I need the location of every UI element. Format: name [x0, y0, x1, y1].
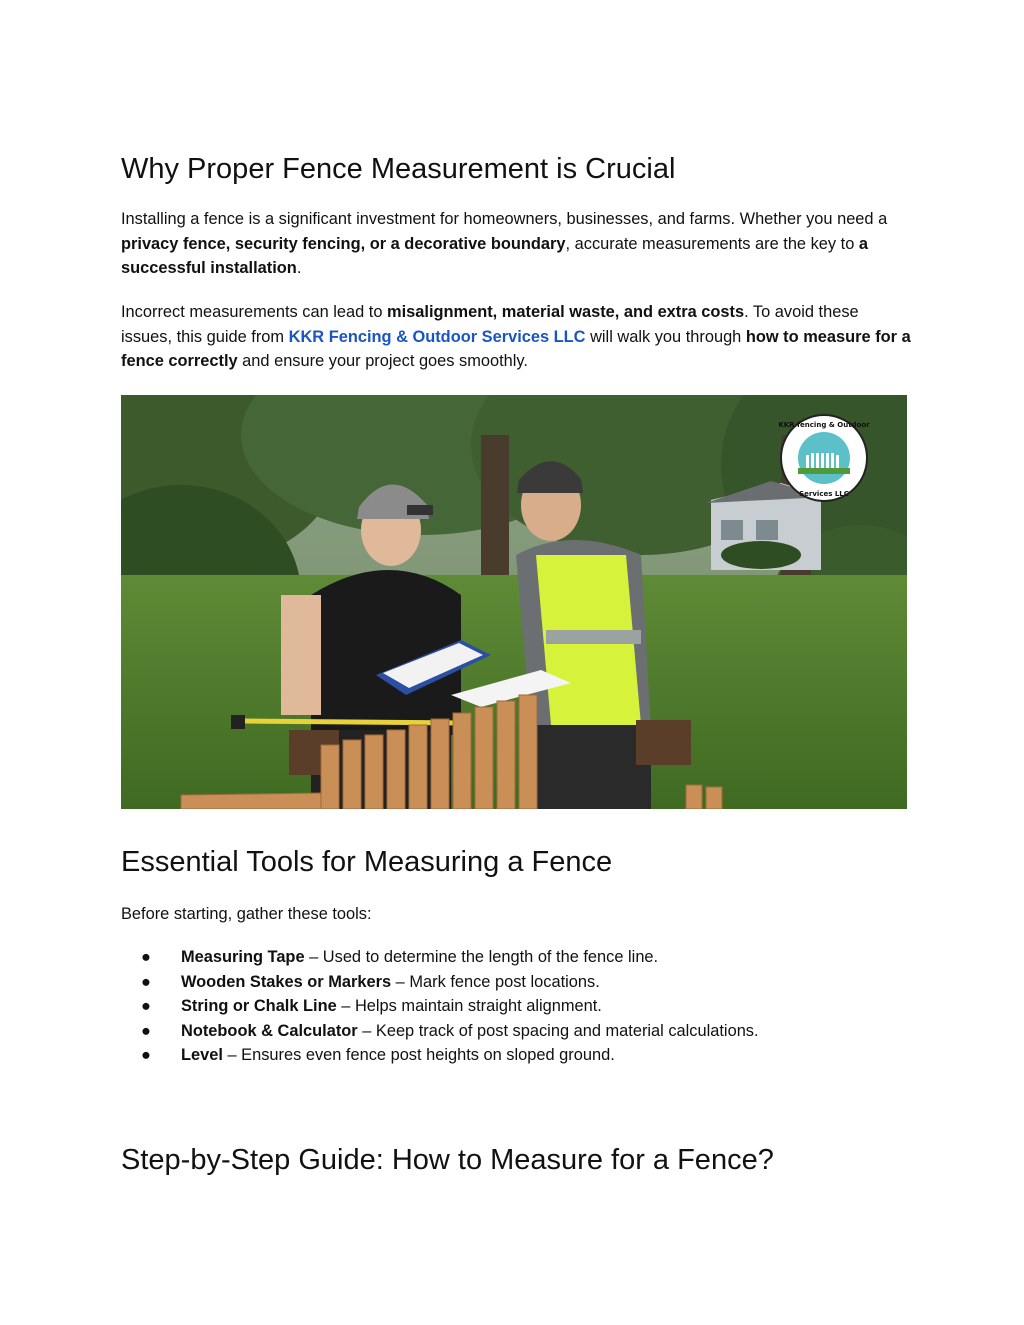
text: and ensure your project goes smoothly. — [237, 352, 528, 370]
text: , accurate measurements are the key to — [565, 234, 859, 253]
heading-step-by-step: Step-by-Step Guide: How to Measure for a Fence? — [121, 1144, 774, 1176]
tools-intro: Before starting, gather these tools: — [121, 905, 372, 923]
text: Incorrect measurements can lead to — [121, 303, 388, 321]
tool-name: Level — [181, 1046, 223, 1064]
bullet-icon: ● — [141, 948, 151, 966]
tool-name: Wooden Stakes or Markers — [181, 972, 392, 991]
tool-desc: – Ensures even fence post heights on sloped ground. — [222, 1046, 615, 1064]
tool-desc: – Keep track of post spacing and material calculations. — [357, 1021, 759, 1040]
text: . To avoid these issues, this guide from — [121, 303, 859, 346]
tool-desc: – Used to determine the length of the fence line. — [304, 948, 659, 966]
bold-text: privacy fence, security fencing, or a decorative boundary — [121, 234, 566, 253]
intro-paragraph — [121, 207, 911, 281]
tool-desc: – Helps maintain straight alignment. — [336, 997, 602, 1015]
list-item — [121, 945, 911, 970]
logo-text-bottom: Services LLC — [799, 490, 849, 498]
tool-name: String or Chalk Line — [181, 997, 337, 1015]
bold-text: how to measure for a fence correctly — [121, 327, 911, 370]
bold-text: misalignment, material waste, and extra costs — [387, 303, 745, 321]
incorrect-measurement-paragraph — [121, 300, 911, 374]
text: Installing a fence is a significant investment for homeowners, businesses, and farms. Whether you need a — [121, 210, 888, 228]
tool-name: Notebook & Calculator — [181, 1021, 358, 1040]
company-link[interactable]: KKR Fencing & Outdoor Services LLC — [288, 327, 586, 346]
fence-measuring-photo — [121, 395, 907, 809]
bullet-icon: ● — [141, 972, 151, 991]
list-item — [121, 994, 911, 1019]
list-item — [121, 1019, 911, 1044]
bullet-icon: ● — [141, 1046, 151, 1064]
bullet-icon: ● — [141, 1021, 151, 1040]
text: will walk you through — [585, 327, 746, 346]
tool-desc: – Mark fence post locations. — [391, 972, 600, 991]
list-item — [121, 970, 911, 995]
bullet-icon: ● — [141, 997, 151, 1015]
bold-text: a successful installation — [121, 234, 869, 277]
heading-essential-tools: Essential Tools for Measuring a Fence — [121, 846, 613, 878]
heading-why-measurement: Why Proper Fence Measurement is Crucial — [121, 153, 676, 185]
text: . — [296, 259, 302, 277]
list-item — [121, 1043, 911, 1068]
logo-text-top: KKR fencing & Outdoor — [778, 421, 870, 429]
tool-name: Measuring Tape — [181, 948, 305, 966]
tools-list — [121, 945, 911, 1068]
